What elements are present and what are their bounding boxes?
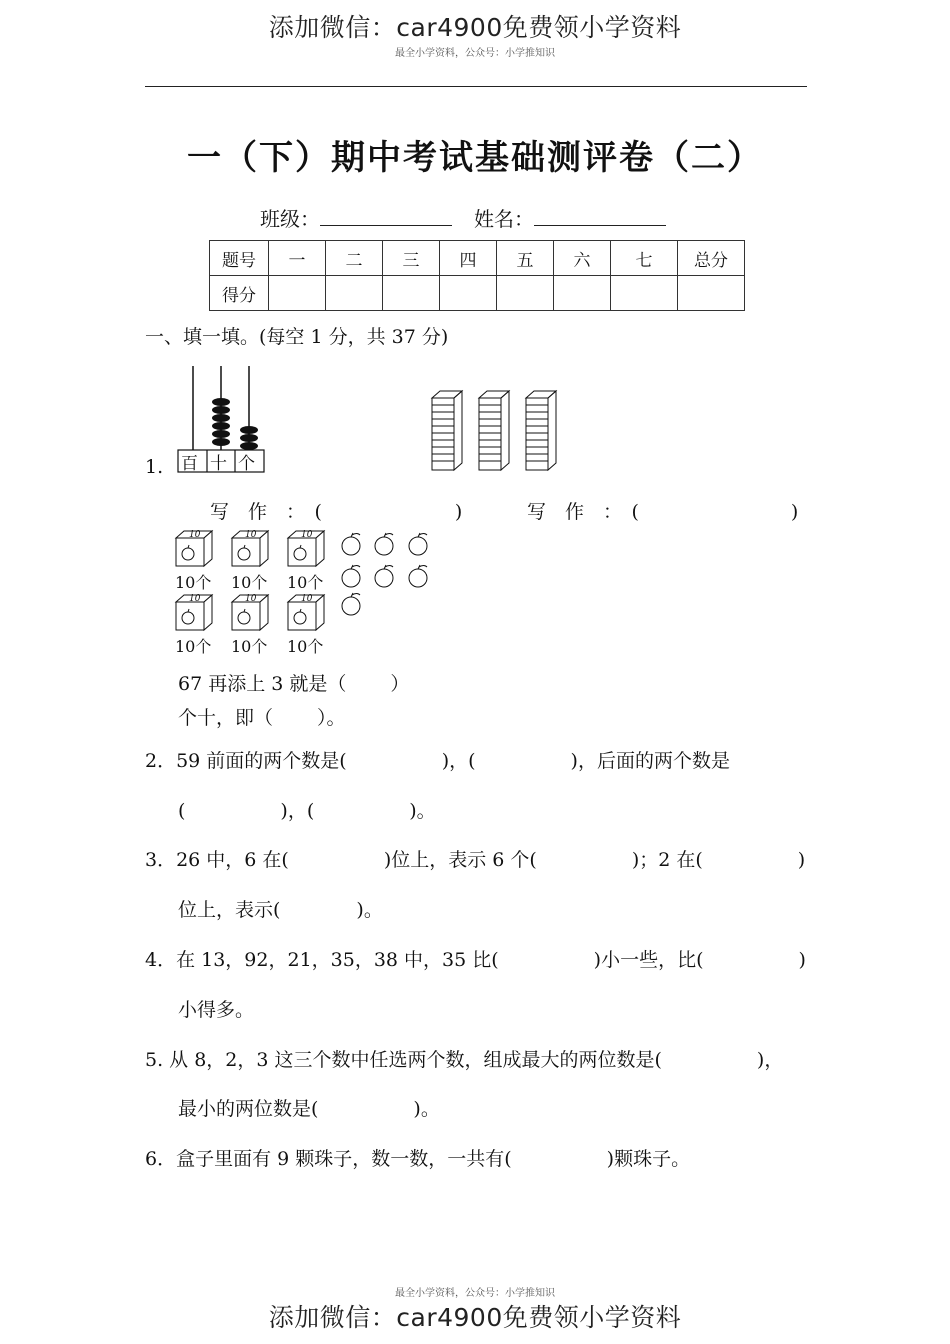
- box-label: 10: [245, 594, 257, 604]
- q1-line1: 67 再添上 3 就是（ ）: [178, 673, 410, 695]
- score-table-header-row: [210, 241, 745, 276]
- score-cell[interactable]: [678, 276, 745, 311]
- q1-write-left: 写 作 ： ( ): [210, 501, 463, 523]
- tens-stacks-figure: [428, 388, 560, 474]
- score-cell[interactable]: [269, 276, 326, 311]
- score-header-cell: 六: [554, 241, 611, 276]
- box-label: 10: [245, 530, 257, 540]
- watermark-bottom-sub: 最全小学资料，公众号：小学推知识: [395, 1288, 555, 1299]
- score-table-score-row: [210, 276, 745, 311]
- score-cell[interactable]: [326, 276, 383, 311]
- score-header-cell: 总分: [678, 241, 745, 276]
- abacus-label-hundreds: 百: [181, 454, 198, 474]
- score-cell[interactable]: [383, 276, 440, 311]
- watermark-bottom: 添加微信：car4900免费领小学资料: [268, 1303, 682, 1332]
- score-row-label: 得分: [210, 276, 269, 311]
- cube-caption: 10个: [175, 573, 212, 592]
- q1-write-right: 写 作 ： ( ): [527, 501, 799, 523]
- box-label: 10: [189, 530, 201, 540]
- score-header-cell: 题号: [210, 241, 269, 276]
- box-label: 10: [301, 594, 313, 604]
- watermark-top-sub: 最全小学资料，公众号：小学推知识: [395, 48, 555, 59]
- abacus-label-tens: 十: [210, 454, 227, 474]
- score-cell[interactable]: [611, 276, 678, 311]
- watermark-top: 添加微信：car4900免费领小学资料: [268, 13, 682, 42]
- score-cell[interactable]: [497, 276, 554, 311]
- score-header-cell: 三: [383, 241, 440, 276]
- class-label: 班级：: [260, 207, 320, 231]
- name-label: 姓名：: [474, 207, 534, 231]
- page-title: 一（下）期中考试基础测评卷（二）: [187, 138, 763, 178]
- q1-number: 1.: [145, 456, 164, 478]
- cube-caption: 10个: [175, 637, 212, 656]
- score-header-cell: 一: [269, 241, 326, 276]
- score-cell[interactable]: [440, 276, 497, 311]
- q4-line2: 小得多。: [178, 999, 255, 1021]
- name-blank: [534, 207, 666, 226]
- student-info: [260, 203, 688, 232]
- section-heading: 一、填一填。(每空 1 分，共 37 分): [145, 326, 449, 348]
- score-table: [209, 240, 745, 311]
- abacus-label-ones: 个: [238, 454, 255, 474]
- q2-line2: ( )，( )。: [178, 800, 436, 822]
- score-cell[interactable]: [554, 276, 611, 311]
- cube-caption: 10个: [231, 573, 268, 592]
- score-header-cell: 二: [326, 241, 383, 276]
- score-header-cell: 四: [440, 241, 497, 276]
- cube-caption: 10个: [231, 637, 268, 656]
- score-header-cell: 七: [611, 241, 678, 276]
- q3-line2: 位上，表示( )。: [178, 899, 383, 921]
- cube-caption: 10个: [287, 573, 324, 592]
- q5-line2: 最小的两位数是( )。: [178, 1098, 440, 1120]
- cube-caption: 10个: [287, 637, 324, 656]
- q1-line2: 个十，即（ ）。: [178, 707, 346, 729]
- q5-line1: 5. 从 8，2，3 这三个数中任选两个数，组成最大的两位数是( )，: [145, 1049, 784, 1071]
- box-label: 10: [301, 530, 313, 540]
- class-blank: [320, 207, 452, 226]
- box-label: 10: [189, 594, 201, 604]
- q4-line1: 4．在 13，92，21，35，38 中，35 比( )小一些，比( ): [145, 949, 806, 971]
- header-rule: [145, 86, 807, 87]
- q6-line1: 6．盒子里面有 9 颗珠子，数一数，一共有( )颗珠子。: [145, 1148, 691, 1170]
- score-header-cell: 五: [497, 241, 554, 276]
- q2-line1: 2．59 前面的两个数是( )，( )，后面的两个数是: [145, 750, 730, 772]
- q3-line1: 3．26 中，6 在( )位上，表示 6 个( )；2 在( ): [145, 849, 806, 871]
